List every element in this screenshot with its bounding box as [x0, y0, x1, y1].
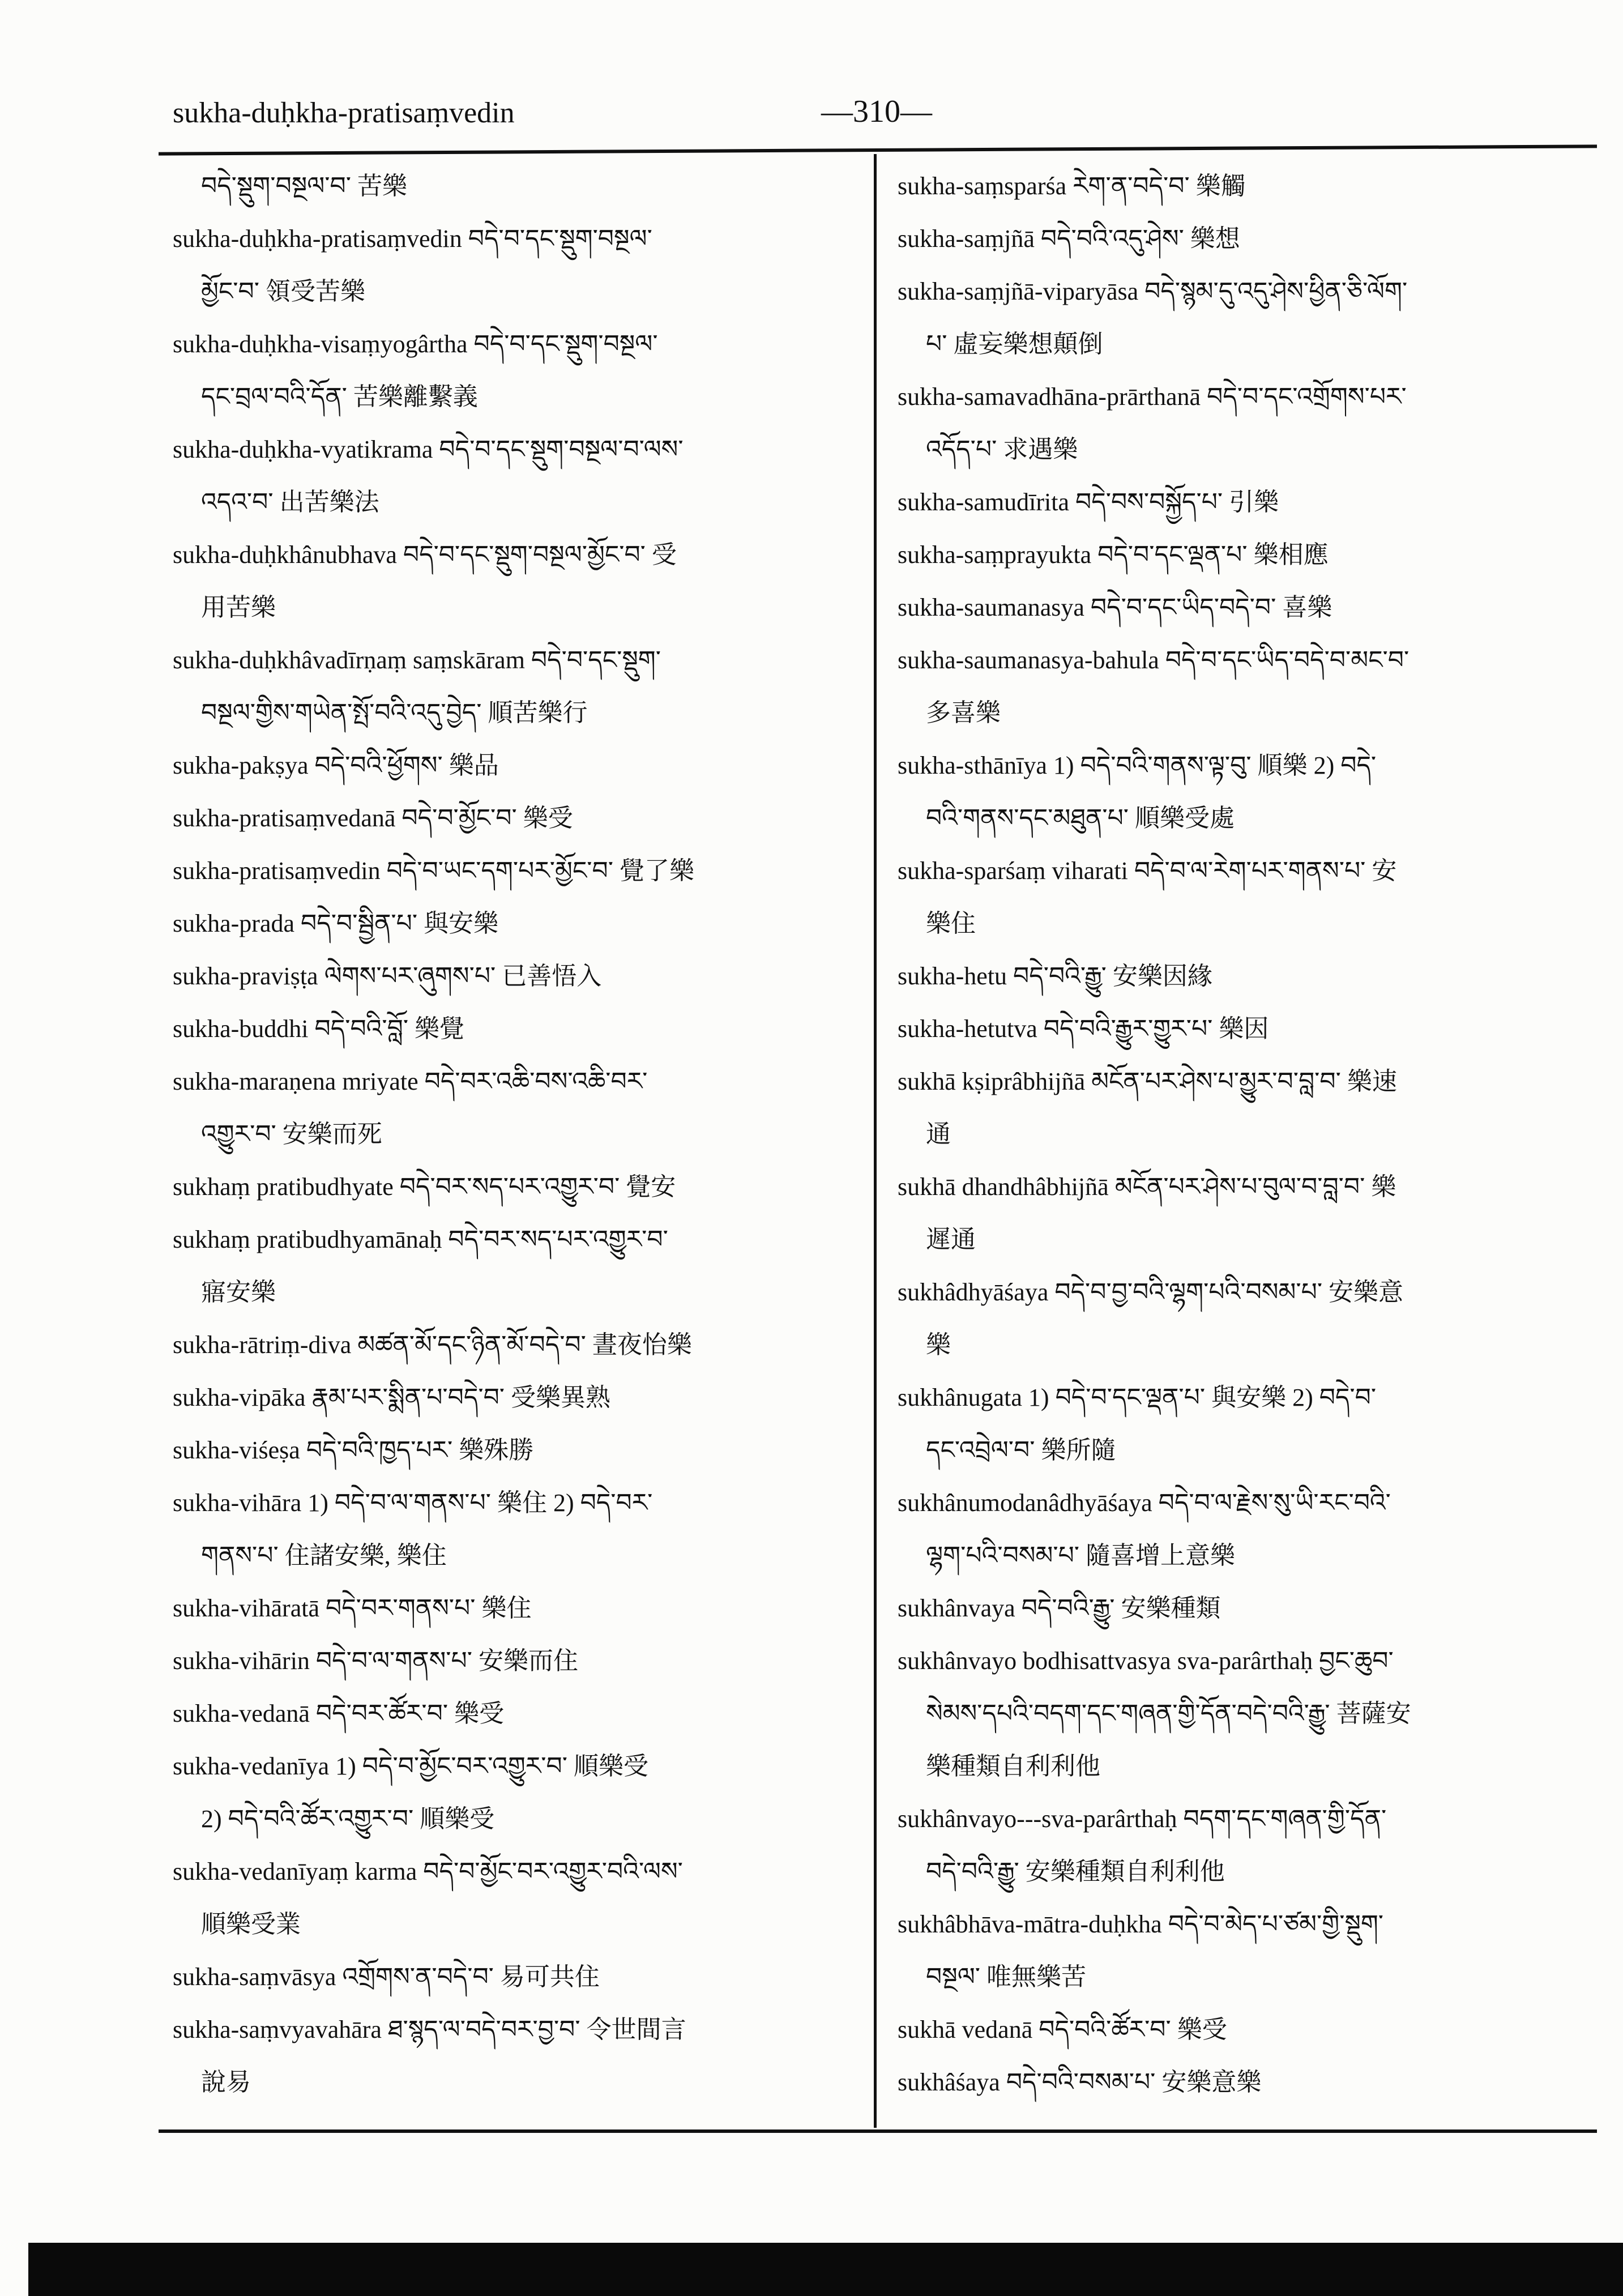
- dictionary-entry: [173, 1476, 861, 1582]
- entry-headline: sukha-sparśaṃ viharati བདེ་བ་ལ་རེག་པར་གནས་པ་ 安: [898, 857, 1397, 885]
- left-column: [173, 160, 861, 2109]
- entry-continuation: 通: [926, 1120, 951, 1148]
- dictionary-entry: [898, 634, 1597, 739]
- dictionary-entry: [173, 423, 861, 528]
- dictionary-entry: [898, 476, 1597, 528]
- entry-headline: sukha-samavadhāna-prārthanā བདེ་བ་དང་འགྲོགས་པར་: [898, 383, 1407, 411]
- entry-headline: sukha-vedanā བདེ་བར་ཚོར་བ་ 樂受: [173, 1700, 505, 1727]
- right-column: [898, 160, 1597, 2109]
- entry-continuation: 多喜樂: [926, 699, 1001, 727]
- entry-headline: sukha-hetutva བདེ་བའི་རྒྱུར་གྱུར་པ་ 樂因: [898, 1015, 1269, 1043]
- bottom-rule: [159, 2129, 1597, 2133]
- entry-headline: sukha-duḥkhânubhava བདེ་བ་དང་སྡུག་བསྔལ་མྱོང་བ་ 受: [173, 541, 677, 569]
- dictionary-entry: [898, 212, 1597, 265]
- entry-headline: sukhânvayo---sva-parârthaḥ བདག་དང་གཞན་གྱི་དོན་: [898, 1805, 1387, 1833]
- entry-continuation: གནས་པ་ 住諸安樂, 樂住: [201, 1542, 447, 1569]
- dictionary-entry: [173, 739, 861, 792]
- entry-headline: sukha-buddhi བདེ་བའི་བློ་ 樂覺: [173, 1015, 465, 1043]
- dictionary-entry: [898, 1055, 1597, 1160]
- entry-headline: sukhaṃ pratibudhyate བདེ་བར་སད་པར་འགྱུར་བ་ 覺安: [173, 1173, 676, 1201]
- scan-border: [28, 2243, 1623, 2296]
- entry-continuation: འགྱུར་བ་ 安樂而死: [201, 1120, 382, 1148]
- dictionary-entry: [898, 950, 1597, 1002]
- entry-continuation: འདའ་བ་ 出苦樂法: [201, 488, 379, 516]
- entry-continuation: བའི་གནས་དང་མཐུན་པ་ 順樂受處: [926, 804, 1235, 832]
- dictionary-entry: [173, 1951, 861, 2003]
- dictionary-entry: [898, 1002, 1597, 1055]
- dictionary-entry: [898, 1793, 1597, 1898]
- entry-headline: sukha-praviṣṭa ལེགས་པར་ཞུགས་པ་ 已善悟入: [173, 962, 602, 990]
- dictionary-entry: [898, 1898, 1597, 2003]
- entry-headline: sukha-saṃjñā-viparyāsa བདེ་སྙམ་དུ་འདུ་ཤེས་ཕྱིན་ཅི་ལོག་: [898, 278, 1408, 305]
- entry-continuation: པ་ 虛妄樂想顛倒: [926, 330, 1103, 358]
- entry-headline: sukha-vihārin བདེ་བ་ལ་གནས་པ་ 安樂而住: [173, 1647, 578, 1675]
- entry-continuation: 樂: [926, 1331, 951, 1359]
- entry-continuation: བསྔལ་ 唯無樂苦: [926, 1963, 1087, 1991]
- entry-headline: sukhânumodanâdhyāśaya བདེ་བ་ལ་རྗེས་སུ་ཡི་རང་བའི་: [898, 1489, 1391, 1517]
- entry-headline: sukha-rātriṃ-diva མཚན་མོ་དང་ཉིན་མོ་བདེ་བ་ 晝夜怡樂: [173, 1331, 692, 1359]
- entry-headline: sukha-duḥkha-visaṃyogârtha བདེ་བ་དང་སྡུག་བསྔལ་: [173, 330, 658, 358]
- dictionary-entry: [173, 1845, 861, 1951]
- entry-continuation: 2) བདེ་བའི་ཚོར་འགྱུར་བ་ 順樂受: [201, 1805, 495, 1833]
- dictionary-entry: [898, 1160, 1597, 1266]
- entry-headline: sukha-duḥkha-pratisaṃvedin བདེ་བ་དང་སྡུག་བསྔལ་: [173, 225, 652, 253]
- entry-headline: sukha-duḥkhâvadīrṇaṃ saṃskāram བདེ་བ་དང་སྡུག་: [173, 646, 661, 674]
- entry-continuation: 樂住: [926, 910, 976, 937]
- entry-headline: sukha-vihāratā བདེ་བར་གནས་པ་ 樂住: [173, 1594, 532, 1622]
- running-head: sukha-duḥkha-pratisaṃvedin: [173, 97, 515, 129]
- entry-continuation: དང་འབྲེལ་བ་ 樂所隨: [926, 1436, 1116, 1464]
- entry-continuation: 順樂受業: [201, 1910, 301, 1938]
- entry-headline: sukha-sthānīya 1) བདེ་བའི་གནས་ལྟ་བུ་ 順樂 2) བདེ་: [898, 752, 1377, 779]
- entry-headline: sukhā dhandhâbhijñā མངོན་པར་ཤེས་པ་བུལ་བ་བླ་བ་ 樂: [898, 1173, 1396, 1201]
- dictionary-entry: [173, 1424, 861, 1476]
- entry-continuation: མྱོང་བ་ 領受苦樂: [201, 278, 365, 305]
- entry-headline: sukha-duḥkha-vyatikrama བདེ་བ་དང་སྡུག་བསྔལ་བ་ལས་: [173, 436, 684, 463]
- entry-headline: sukha-vihāra 1) བདེ་བ་ལ་གནས་པ་ 樂住 2) བདེ་བར་: [173, 1489, 653, 1517]
- dictionary-entry: [173, 1634, 861, 1687]
- entry-headline: sukha-saṃsparśa རེག་ན་བདེ་བ་ 樂觸: [898, 172, 1246, 200]
- entry-headline: sukha-hetu བདེ་བའི་རྒྱུ་ 安樂因緣: [898, 962, 1212, 990]
- dictionary-entry: [173, 950, 861, 1002]
- dictionary-entry: [898, 528, 1597, 581]
- dictionary-entry: [173, 2003, 861, 2109]
- dictionary-entry: [173, 1318, 861, 1371]
- dictionary-entry: [173, 897, 861, 950]
- entry-headline: sukhânugata 1) བདེ་བ་དང་ལྡན་པ་ 與安樂 2) བདེ་བ་: [898, 1384, 1377, 1411]
- entry-headline: sukha-prada བདེ་བ་སྦྱིན་པ་ 與安樂: [173, 910, 499, 937]
- entry-headline: sukha-vedanīya 1) བདེ་བ་མྱོང་བར་འགྱུར་བ་ 順樂受: [173, 1752, 648, 1780]
- dictionary-entry: [173, 844, 861, 897]
- page-number: —310—: [821, 94, 932, 129]
- entry-headline: sukhâśaya བདེ་བའི་བསམ་པ་ 安樂意樂: [898, 2068, 1262, 2096]
- dictionary-entry: [898, 160, 1597, 212]
- entry-continuation: 寤安樂: [201, 1278, 276, 1306]
- entry-headline: sukhâdhyāśaya བདེ་བ་བྱ་བའི་ལྷག་པའི་བསམ་པ་ 安樂意: [898, 1278, 1404, 1306]
- dictionary-entry: [173, 1002, 861, 1055]
- dictionary-entry: [173, 1687, 861, 1740]
- entry-continuation: 樂種類自利利他: [926, 1752, 1100, 1780]
- dictionary-entry: [898, 370, 1597, 476]
- entry-headline: sukha-saṃvāsya འགྲོགས་ན་བདེ་བ་ 易可共住: [173, 1963, 600, 1991]
- dictionary-entry: [173, 634, 861, 739]
- entry-headline: sukha-samudīrita བདེ་བས་བསྐྱོད་པ་ 引樂: [898, 488, 1279, 516]
- entry-continuation: སེམས་དཔའི་བདག་དང་གཞན་གྱི་དོན་བདེ་བའི་རྒྱུ་ 菩薩安: [926, 1700, 1411, 1727]
- entry-headline: sukha-vedanīyaṃ karma བདེ་བ་མྱོང་བར་འགྱུར་བའི་ལས་: [173, 1858, 683, 1885]
- entry-headline: sukha-saṃjñā བདེ་བའི་འདུ་ཤེས་ 樂想: [898, 225, 1240, 253]
- dictionary-entry: [173, 212, 861, 318]
- entry-headline: sukhā kṣiprâbhijñā མངོན་པར་ཤེས་པ་མྱུར་བ་བླ་བ་ 樂速: [898, 1068, 1397, 1095]
- entry-headline: sukhâbhāva-mātra-duḥkha བདེ་བ་མེད་པ་ཙམ་གྱི་སྡུག་: [898, 1910, 1384, 1938]
- dictionary-entry: [898, 844, 1597, 950]
- entry-headline: sukha-vipāka རྣམ་པར་སྨིན་པ་བདེ་བ་ 受樂異熟: [173, 1384, 611, 1411]
- dictionary-entry: [173, 160, 861, 212]
- entry-headline: sukha-viśeṣa བདེ་བའི་ཁྱད་པར་ 樂殊勝: [173, 1436, 534, 1464]
- dictionary-entry: [173, 792, 861, 844]
- dictionary-entry: [173, 528, 861, 634]
- top-rule: [159, 144, 1597, 155]
- dictionary-entry: [898, 739, 1597, 844]
- entry-headline: བདེ་སྡུག་བསྔལ་བ་ 苦樂: [201, 172, 407, 200]
- entry-headline: sukha-saumanasya-bahula བདེ་བ་དང་ཡིད་བདེ་བ་མང་བ་: [898, 646, 1410, 674]
- dictionary-entry: [898, 1476, 1597, 1582]
- entry-headline: sukha-saumanasya བདེ་བ་དང་ཡིད་བདེ་བ་ 喜樂: [898, 594, 1332, 621]
- entry-headline: sukhaṃ pratibudhyamānaḥ བདེ་བར་སད་པར་འགྱུར་བ་: [173, 1226, 668, 1253]
- entry-headline: sukha-pratisaṃvedanā བདེ་བ་མྱོང་བ་ 樂受: [173, 804, 573, 832]
- entry-headline: sukha-saṃvyavahāra ཐ་སྙད་ལ་བདེ་བར་བྱ་བ་ 令世間言: [173, 2016, 686, 2043]
- dictionary-entry: [173, 1582, 861, 1634]
- entry-headline: sukha-pratisaṃvedin བདེ་བ་ཡང་དག་པར་མྱོང་བ་ 覺了樂: [173, 857, 694, 885]
- entry-continuation: བདེ་བའི་རྒྱུ་ 安樂種類自利利他: [926, 1858, 1225, 1885]
- dictionary-entry: [173, 1740, 861, 1845]
- dictionary-entry: [898, 1634, 1597, 1793]
- dictionary-entry: [173, 318, 861, 423]
- dictionary-entry: [898, 581, 1597, 634]
- dictionary-entry: [173, 1160, 861, 1213]
- dictionary-entry: [173, 1371, 861, 1424]
- dictionary-entry: [898, 265, 1597, 370]
- entry-continuation: ལྷག་པའི་བསམ་པ་ 隨喜增上意樂: [926, 1542, 1236, 1569]
- dictionary-entry: [898, 2056, 1597, 2109]
- entry-headline: sukha-pakṣya བདེ་བའི་ཕྱོགས་ 樂品: [173, 752, 499, 779]
- entry-continuation: དང་བྲལ་བའི་དོན་ 苦樂離繫義: [201, 383, 478, 411]
- column-divider: [874, 154, 877, 2128]
- entry-headline: sukhânvaya བདེ་བའི་རྒྱུ་ 安樂種類: [898, 1594, 1221, 1622]
- entry-headline: sukhânvayo bodhisattvasya sva-parârthaḥ བྱང་ཆུབ་: [898, 1647, 1394, 1675]
- entry-continuation: བསྔལ་གྱིས་གཡེན་སྤོ་བའི་འདུ་བྱེད་ 順苦樂行: [201, 699, 588, 727]
- dictionary-entry: [898, 1582, 1597, 1634]
- dictionary-entry: [898, 1266, 1597, 1371]
- dictionary-entry: [173, 1055, 861, 1160]
- entry-headline: sukha-saṃprayukta བདེ་བ་དང་ལྡན་པ་ 樂相應: [898, 541, 1329, 569]
- dictionary-entry: [173, 1213, 861, 1318]
- entry-continuation: 說易: [201, 2068, 251, 2096]
- entry-continuation: 遲通: [926, 1226, 976, 1253]
- entry-headline: sukhā vedanā བདེ་བའི་ཚོར་བ་ 樂受: [898, 2016, 1227, 2043]
- entry-continuation: 用苦樂: [201, 594, 276, 621]
- dictionary-entry: [898, 1371, 1597, 1476]
- dictionary-entry: [898, 2003, 1597, 2056]
- entry-continuation: འདོད་པ་ 求遇樂: [926, 436, 1078, 463]
- entry-headline: sukha-maraṇena mriyate བདེ་བར་འཆི་བས་འཆི་བར་: [173, 1068, 648, 1095]
